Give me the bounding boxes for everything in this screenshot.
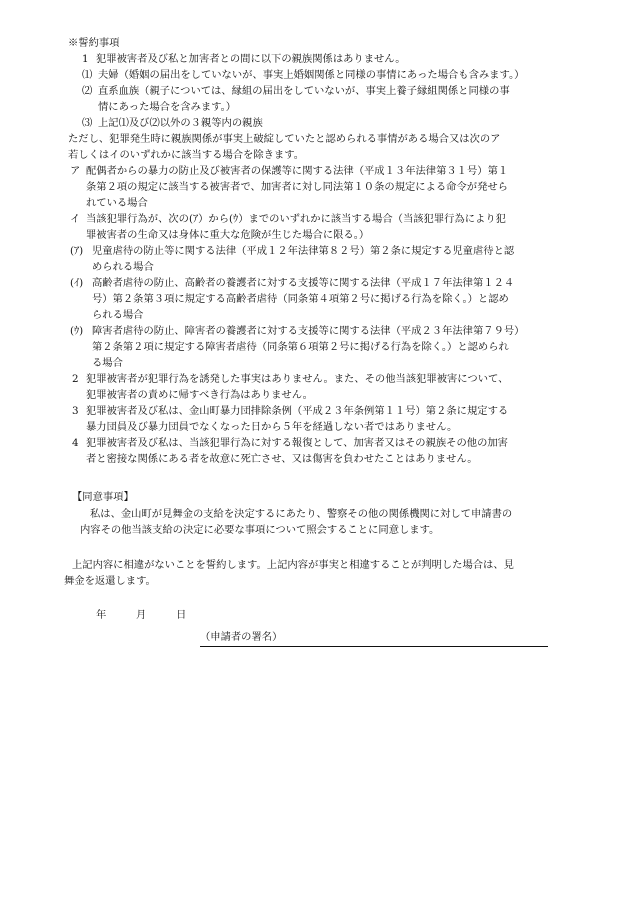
item-1-sub-2-text-cont: 情にあった場合を含みます。） (98, 101, 237, 113)
date-year-label: 年 (96, 609, 107, 621)
clause-i-line-2: 罪被害者の生命又は身体に重大な危険が生じた場合に限る。） (86, 229, 370, 241)
item-2-line-1: 犯罪被害者が犯罪行為を誘発した事実はありません。また、その他当該犯罪被害について、 (86, 373, 509, 385)
item-4-line-2: 者と密接な関係にある者を故意に死亡させ、又は傷害を負わせたことはありません。 (86, 453, 478, 465)
item-3-line-1: 犯罪被害者及び私は、金山町暴力団排除条例（平成２３年条例第１１号）第２条に規定する (86, 405, 509, 417)
proviso-line-1: ただし、犯罪発生時に親族関係が事実上破綻していたと認められる事情がある場合又は次のア (68, 133, 501, 145)
clause-a-line-1: 配偶者からの暴力の防止及び被害者の保護等に関する法律（平成１３年法律第３１号）第１ (86, 165, 509, 177)
item-3-line-2: 暴力団員及び暴力団員でなくなった日から５年を経過しない者ではありません。 (86, 421, 458, 433)
declaration-line-1: 上記内容に相違がないことを誓約します。上記内容が事実と相違することが判明した場合は、見 (72, 559, 514, 571)
consent-section-title: 【同意事項】 (72, 491, 134, 503)
subclause-u-line-2: 第２条第２項に規定する障害者虐待（同条第６項第２号に掲げる行為を除く。）と認められ (92, 341, 509, 353)
clause-i-number: イ (70, 213, 81, 225)
signature-line[interactable] (200, 646, 548, 647)
item-2-line-2: 犯罪被害者の責めに帰すべき行為はありません。 (86, 389, 313, 401)
consent-line-2: 内容その他当該支給の決定に必要な事項について照会することに同意します。 (80, 524, 440, 536)
proviso-line-2: 若しくはイのいずれかに該当する場合を除きます。 (68, 149, 305, 161)
item-1-sub-1-text: 夫婦（婚姻の届出をしていないが、事実上婚姻関係と同様の事情にあった場合も含みます。） (98, 69, 525, 81)
clause-a-line-2: 条第２項の規定に該当する被害者で、加害者に対し同法第１０条の規定による命令が発せら (86, 181, 508, 193)
item-1-sub-2-number: ⑵ (82, 85, 93, 97)
declaration-line-2: 舞金を返還します。 (64, 575, 156, 587)
subclause-u-line-3: る場合 (92, 357, 123, 369)
item-1-number: 1 (82, 53, 89, 65)
subclause-u-line-1: 障害者虐待の防止、障害者の養護者に対する支援等に関する法律（平成２３年法律第７９号） (92, 325, 525, 337)
subclause-a-number: (ｱ) (70, 245, 84, 257)
oath-section-title: ※誓約事項 (68, 37, 120, 49)
clause-a-number: ア (70, 165, 81, 177)
clause-i-line-1: 当該犯罪行為が、次の(ｱ）から(ｳ）までのいずれかに該当する場合（当該犯罪行為により犯 (86, 213, 506, 225)
item-1-sub-2-text: 直系血族（親子については、縁組の届出をしていないが、事実上養子縁組関係と同様の事 (98, 85, 510, 97)
subclause-i-line-1: 高齢者虐待の防止、高齢者の養護者に対する支援等に関する法律（平成１７年法律第１２４ (92, 277, 515, 289)
subclause-u-number: (ｳ) (70, 325, 84, 337)
subclause-a-line-1: 児童虐待の防止等に関する法律（平成１２年法律第８２号）第２条に規定する児童虐待と認 (92, 245, 515, 257)
subclause-a-line-2: められる場合 (92, 261, 154, 273)
item-1-sub-1-number: ⑴ (82, 69, 93, 81)
item-3-number: 3 (72, 405, 79, 417)
date-month-label: 月 (136, 609, 147, 621)
item-1-text: 犯罪被害者及び私と加害者との間に以下の親族関係はありません。 (96, 53, 406, 65)
subclause-i-line-2: 号）第２条第３項に規定する高齢者虐待（同条第４項第２号に掲げる行為を除く。）と認め (92, 293, 509, 305)
subclause-i-line-3: られる場合 (92, 309, 144, 321)
item-4-number: 4 (72, 437, 79, 449)
item-4-line-1: 犯罪被害者及び私は、当該犯罪行為に対する報復として、加害者又はその親族その他の加害 (86, 437, 508, 449)
date-day-label: 日 (176, 609, 187, 621)
item-1-sub-3-number: ⑶ (82, 117, 93, 129)
item-1-sub-3-text: 上記⑴及び⑵以外の３親等内の親族 (98, 117, 263, 129)
consent-line-1: 私は、金山町が見舞金の支給を決定するにあたり、警察その他の関係機関に対して申請書の (90, 508, 513, 520)
signature-label: （申請者の署名） (200, 631, 283, 643)
clause-a-line-3: れている場合 (86, 197, 148, 209)
item-2-number: 2 (72, 373, 79, 385)
subclause-i-number: (ｲ) (70, 277, 84, 289)
